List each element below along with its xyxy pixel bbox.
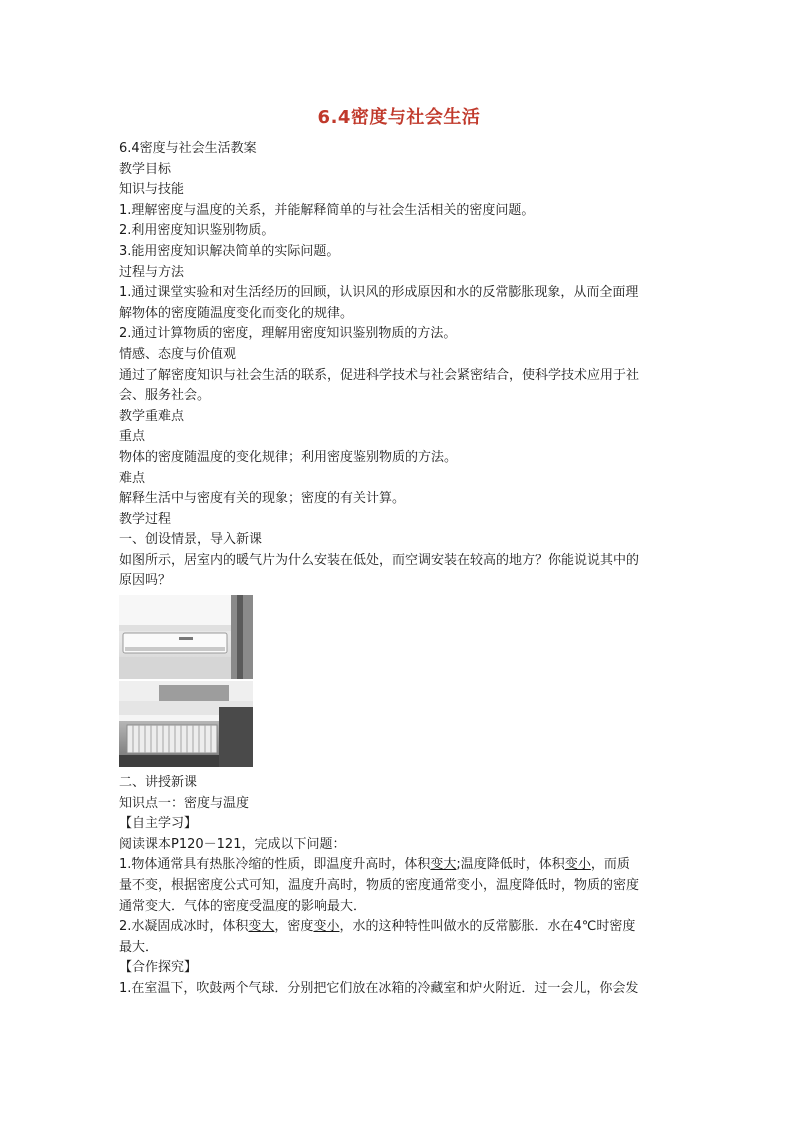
answer-blank: 变大 [248, 919, 275, 935]
text-line: 教学重难点 [119, 408, 185, 424]
figure-photos [119, 595, 679, 767]
new-lesson-section [119, 773, 679, 855]
intro-section [119, 139, 679, 592]
answer-blank: 变小 [313, 919, 340, 935]
text-line: 难点 [119, 470, 146, 486]
text-line: 物体的密度随温度的变化规律；利用密度鉴别物质的方法。 [119, 449, 458, 465]
text-line: 过程与方法 [119, 264, 185, 280]
text-line: 1.在室温下，吹鼓两个气球．分别把它们放在冰箱的冷藏室和炉火附近．过一会儿，你会发 [119, 981, 639, 996]
cooperative-section [119, 958, 679, 999]
answer-blank: 变小 [564, 857, 591, 873]
text-line: 3.能用密度知识解决简单的实际问题。 [119, 243, 340, 259]
text-line: 二、讲授新课 [119, 775, 198, 791]
text-line: 2.通过计算物质的密度，理解用密度知识鉴别物质的方法。 [119, 326, 457, 342]
text-line: 【自主学习】 [119, 816, 198, 832]
text-line: 原因吗？ [119, 573, 172, 589]
air-conditioner-photo [119, 595, 253, 679]
text-line: 知识与技能 [119, 182, 185, 198]
question-1-line-1: 1.物体通常具有热胀冷缩的性质，即温度升高时，体积变大;温度降低时，体积变小，而质 [119, 857, 630, 873]
text-line: 通过了解密度知识与社会生活的联系，促进科学技术与社会紧密结合，使科学技术应用于社 [119, 367, 640, 383]
answer-blank: 变大 [430, 857, 457, 873]
document-title: 6.4密度与社会生活 [317, 107, 481, 128]
text-line: 1.通过课堂实验和对生活经历的回顾，认识风的形成原因和水的反常膨胀现象，从而全面理 [119, 285, 639, 301]
document-body [119, 139, 679, 1000]
text-line: 教学目标 [119, 161, 172, 177]
text-line: 6.4密度与社会生活教案 [119, 141, 257, 156]
text-line: 情感、态度与价值观 [119, 346, 237, 362]
text-line: 知识点一：密度与温度 [119, 795, 250, 811]
temperature-value: 4℃ [573, 919, 597, 935]
question-2-line-2: 最大． [119, 939, 159, 955]
text-line: 解释生活中与密度有关的现象；密度的有关计算。 [119, 491, 406, 507]
question-1-line-2: 量不变，根据密度公式可知，温度升高时，物质的密度通常变小，温度降低时，物质的密度 [119, 878, 640, 894]
text-line: 重点 [119, 429, 146, 445]
question-2-line-1: 2.水凝固成冰时，体积变大，密度变小，水的这种特性叫做水的反常膨胀．水在4℃时密度 [119, 919, 636, 935]
radiator-photo [119, 681, 253, 767]
text-line: 解物体的密度随温度变化而变化的规律。 [119, 305, 354, 321]
text-line: 会、服务社会。 [119, 388, 211, 404]
question-1-line-3: 通常变大．气体的密度受温度的影响最大． [119, 898, 367, 914]
text-line: 阅读课本P120－121，完成以下问题： [119, 836, 346, 852]
text-line: 教学过程 [119, 511, 172, 527]
text-line: 如图所示，居室内的暖气片为什么安装在低处，而空调安装在较高的地方？你能说说其中的 [119, 552, 640, 568]
text-line: 【合作探究】 [119, 960, 198, 976]
text-line: 一、创设情景，导入新课 [119, 532, 263, 548]
text-line: 1.理解密度与温度的关系，并能解释简单的与社会生活相关的密度问题。 [119, 202, 535, 218]
text-line: 2.利用密度知识鉴别物质。 [119, 223, 275, 239]
